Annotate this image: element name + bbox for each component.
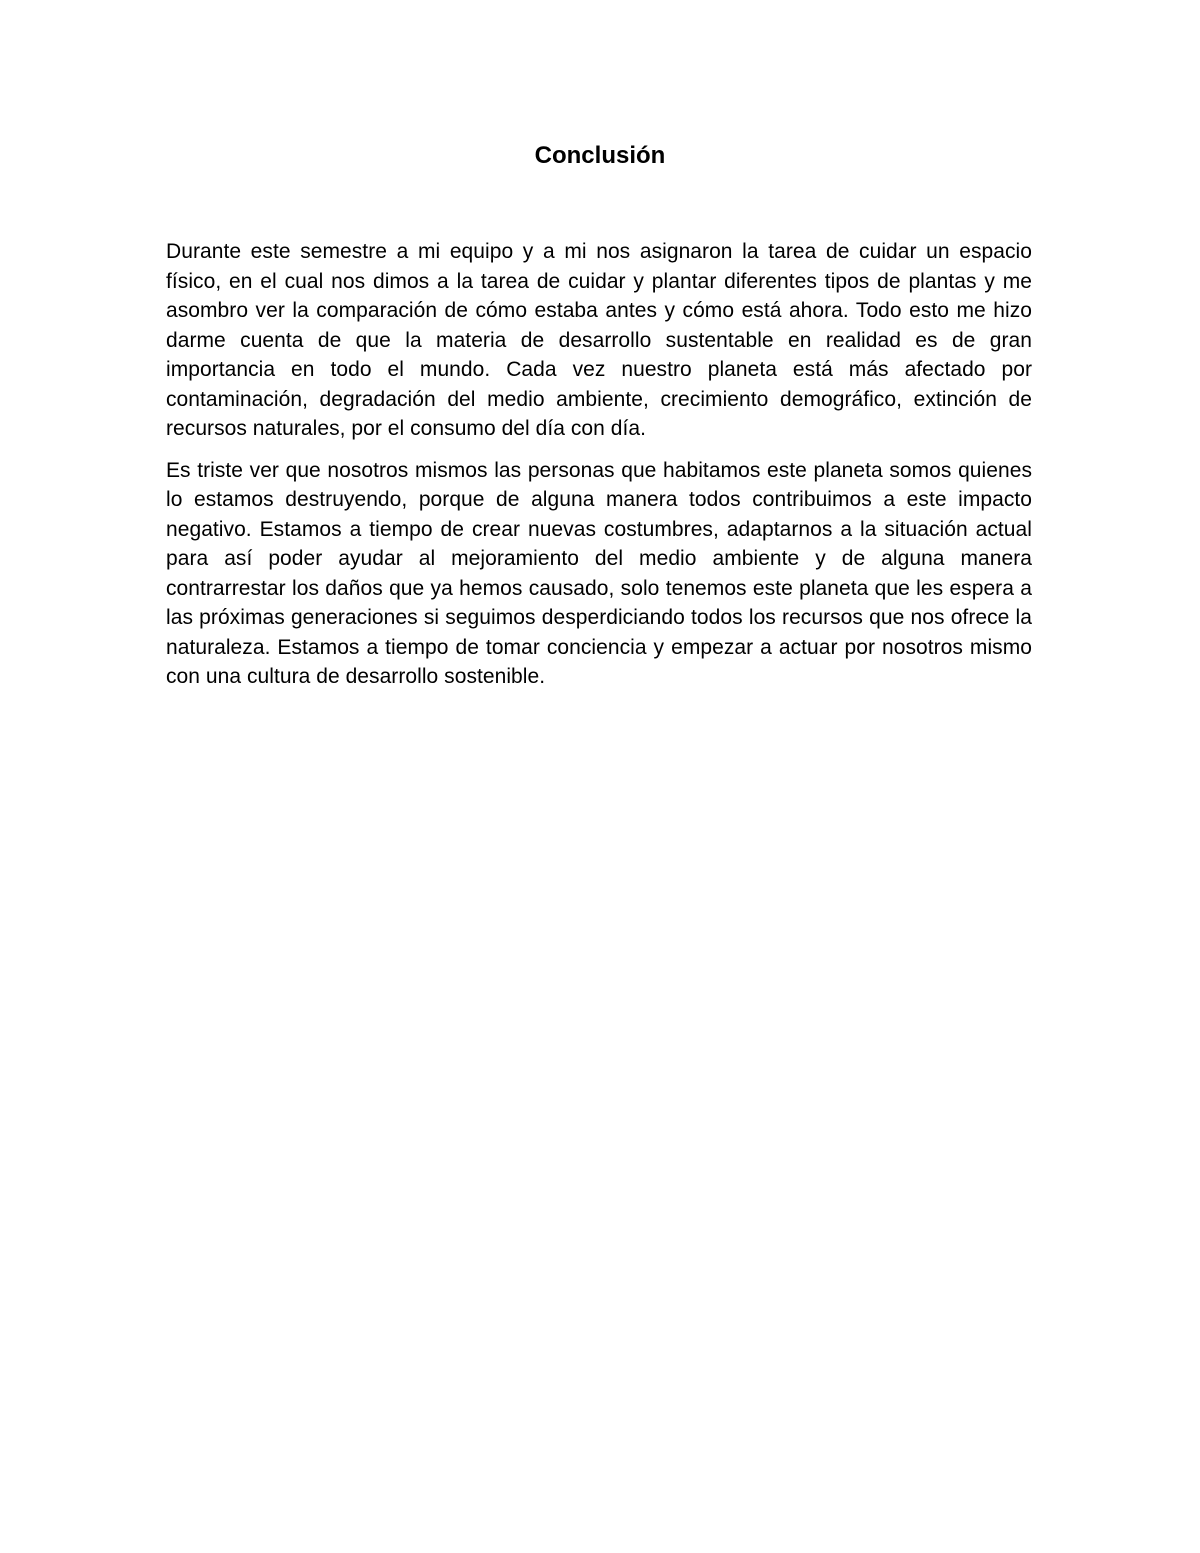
page-title: Conclusión — [534, 142, 666, 169]
paragraph: Es triste ver que nosotros mismos las personas que habitamos este planeta somos quienes lo estamos destruyendo, porque de alguna manera todos contribuimos a este impacto negativo. Estamos a tiempo de crear nuevas costumbres, adaptarnos a la situación actual para así poder ayudar al mejoramiento del medio ambiente y de alguna manera contrarrestar los daños que ya hemos causado, solo tenemos este planeta que les espera a las próximas generaciones si seguimos desperdiciando todos los recursos que nos ofrece la naturaleza. Estamos a tiempo de tomar conciencia y empezar a actuar por nosotros mismo con una cultura de desarrollo sostenible. — [166, 458, 1032, 688]
paragraph: Durante este semestre a mi equipo y a mi nos asignaron la tarea de cuidar un espacio físico, en el cual nos dimos a la tarea de cuidar y plantar diferentes tipos de plantas y me asombro ver la comparación de cómo estaba antes y cómo está ahora. Todo esto me hizo darme cuenta de que la materia de desarrollo sustentable en realidad es de gran importancia en todo el mundo. Cada vez nuestro planeta está más afectado por contaminación, degradación del medio ambiente, crecimiento demográfico, extinción de recursos naturales, por el consumo del día con día. — [166, 240, 1032, 440]
document-body — [166, 237, 1032, 704]
